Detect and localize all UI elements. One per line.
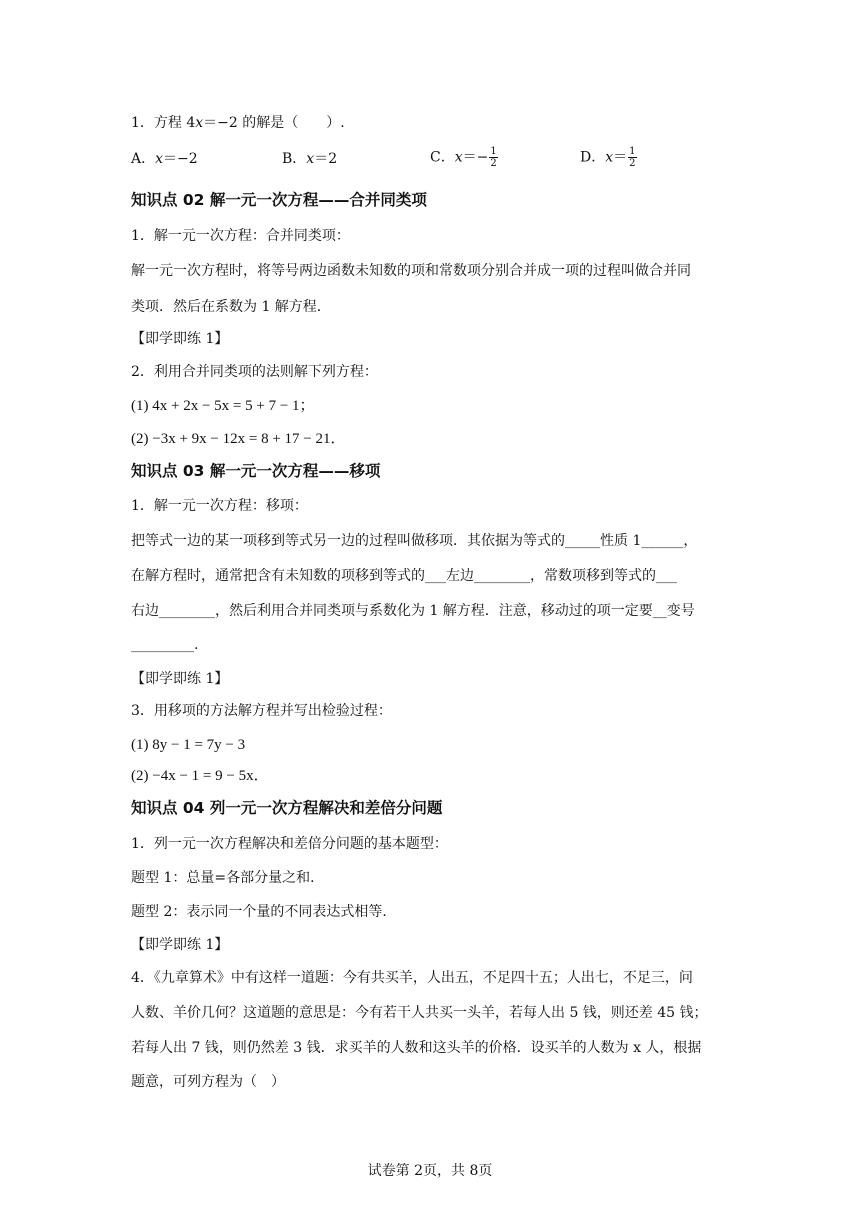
q1-option-b[interactable]: B．x＝2 <box>282 151 338 167</box>
q1-stem <box>131 114 345 132</box>
q2-stem: 2．利用合并同类项的法则解下列方程： <box>131 364 378 380</box>
q1-option-c[interactable]: C．x＝− $\frac{1}{2}$ <box>430 146 497 169</box>
kp04-type2: 题型 2：表示同一个量的不同表达式相等． <box>131 904 397 920</box>
fraction: $\frac{1}{2}$ <box>629 146 636 169</box>
kp02-desc-line2: 类项．然后在系数为 1 解方程． <box>131 299 331 315</box>
kp03-desc-line4: _________. <box>131 637 199 653</box>
q1-stem-pre: 1．方程 4 <box>131 115 196 131</box>
kp02-desc-line1: 解一元一次方程时，将等号两边函数未知数的项和常数项分别合并成一项的过程叫做合并同 <box>131 263 691 279</box>
page-footer: 试卷第 2页，共 8页 <box>367 1163 493 1179</box>
q3-equation-1: (1) 8y − 1 = 7y − 3 <box>131 737 246 753</box>
kp03-practice-label: 【即学即练 1】 <box>131 671 229 687</box>
q4-line3: 若每人出 7 钱，则仍然差 3 钱．求买羊的人数和这头羊的价格．设买羊的人数为 x 人，根据 <box>131 1040 702 1056</box>
kp04-heading: 知识点 04 列一元一次方程解决和差倍分问题 <box>131 799 443 817</box>
q1-option-d[interactable]: D．x＝ $\frac{1}{2}$ <box>580 146 636 169</box>
q4-line4: 题意，可列方程为（ ） <box>131 1074 285 1090</box>
q3-equation-2: (2) −4x − 1 = 9 − 5x． <box>131 768 269 784</box>
kp03-desc-line3: 右边________，然后利用合并同类项与系数化为 1 解方程．注意，移动过的项一定要__变号 <box>131 603 695 619</box>
kp04-type1: 题型 1：总量=各部分量之和． <box>131 870 325 886</box>
kp02-practice-label: 【即学即练 1】 <box>131 331 229 347</box>
kp03-desc-line2: 在解方程时，通常把含有未知数的项移到等式的___左边________，常数项移到等式的___ <box>131 568 677 584</box>
q2-equation-2: (2) −3x + 9x − 12x = 8 + 17 − 21． <box>131 431 346 447</box>
q4-line2: 人数、羊价几何？这道题的意思是：今有若干人共买一头羊，若每人出 5 钱，则还差 45 钱； <box>131 1005 708 1021</box>
q1-option-a[interactable]: A．x＝−2 <box>131 151 198 167</box>
kp03-point: 1．解一元一次方程：移项： <box>131 498 308 514</box>
kp02-heading: 知识点 02 解一元一次方程——合并同类项 <box>131 191 427 209</box>
kp03-heading: 知识点 03 解一元一次方程——移项 <box>131 462 381 480</box>
kp04-practice-label: 【即学即练 1】 <box>131 937 229 953</box>
q2-equation-1: (1) 4x + 2x − 5x = 5 + 7 − 1； <box>131 398 315 414</box>
q4-line1: 4．《九章算术》中有这样一道题：今有共买羊，人出五，不足四十五；人出七，不足三，问 <box>131 970 693 986</box>
kp02-point: 1．解一元一次方程：合并同类项： <box>131 228 350 244</box>
kp03-desc-line1: 把等式一边的某一项移到等式另一边的过程叫做移项．其依据为等式的_____性质 1______， <box>131 533 698 549</box>
q1-stem-post: ＝−2 的解是（ ）. <box>203 115 345 131</box>
fraction: $\frac{1}{2}$ <box>490 146 497 169</box>
q1-stem-var: x <box>195 115 204 131</box>
q3-stem: 3．用移项的方法解方程并写出检验过程： <box>131 703 392 719</box>
kp04-point: 1．列一元一次方程解决和差倍分问题的基本题型： <box>131 836 448 852</box>
